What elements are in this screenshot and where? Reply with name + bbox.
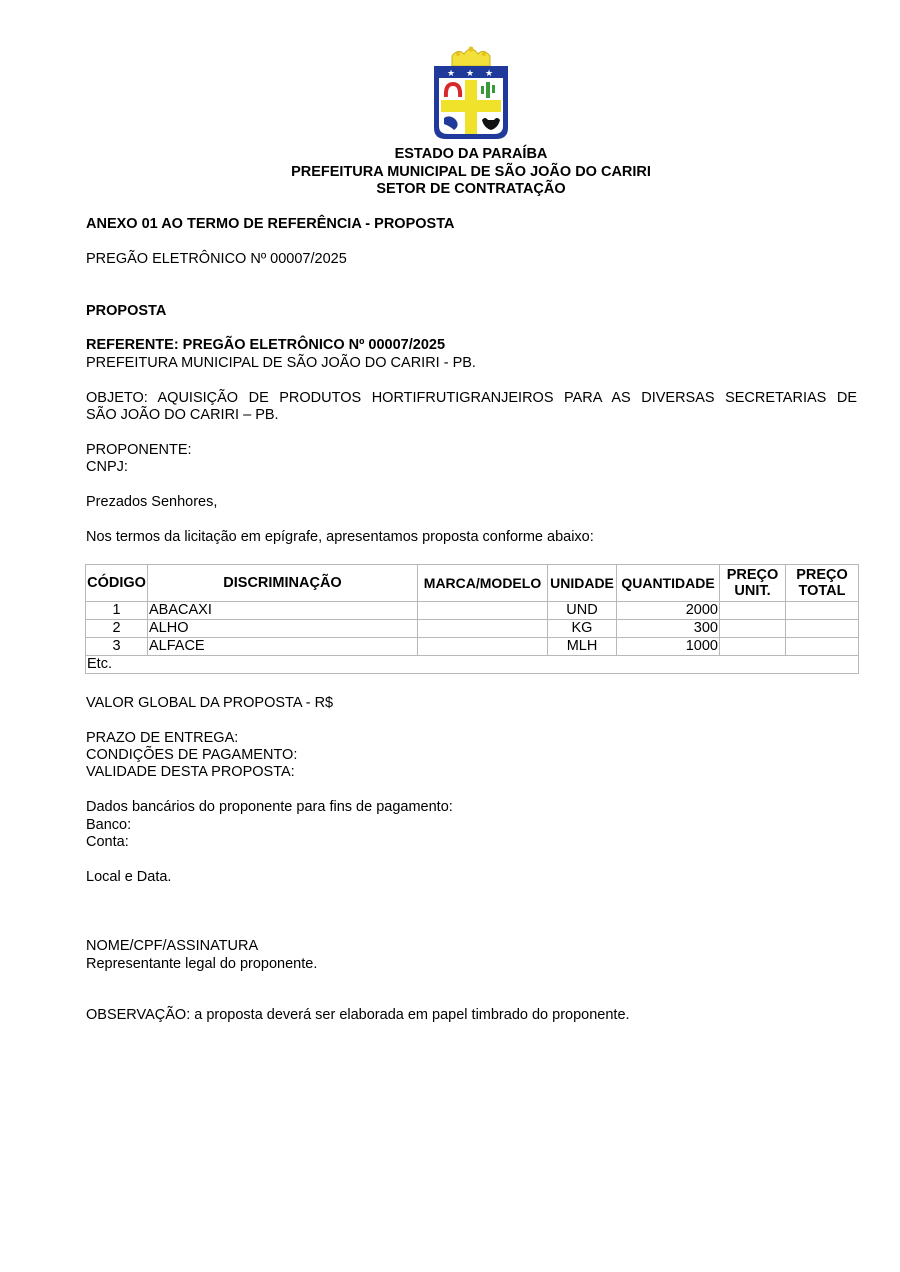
col-header-total-price-line2: TOTAL	[798, 583, 846, 599]
proponent-label: PROPONENTE:	[86, 442, 192, 458]
col-header-brand: MARCA/MODELO	[418, 565, 548, 602]
cell-unit-price	[720, 602, 786, 620]
table-row	[86, 602, 859, 620]
cell-code: 2	[86, 620, 148, 638]
table-footer-row	[86, 656, 859, 674]
svg-text:★: ★	[447, 69, 456, 79]
cell-brand	[418, 620, 548, 638]
cnpj-label: CNPJ:	[86, 459, 128, 475]
col-header-unit-price	[720, 565, 786, 602]
annex-title: ANEXO 01 AO TERMO DE REFERÊNCIA - PROPOSTA	[86, 216, 455, 232]
cell-unit: KG	[548, 620, 617, 638]
col-header-quantity: QUANTIDADE	[617, 565, 720, 602]
object-line-2: SÃO JOÃO DO CARIRI – PB.	[86, 407, 279, 423]
greeting: Prezados Senhores,	[86, 494, 218, 510]
bank-intro: Dados bancários do proponente para fins de pagamento:	[86, 799, 453, 815]
delivery-term: PRAZO DE ENTREGA:	[86, 730, 239, 746]
reference-entity: PREFEITURA MUNICIPAL DE SÃO JOÃO DO CARIRI - PB.	[86, 355, 476, 371]
col-header-unit-price-line2: UNIT.	[734, 583, 771, 599]
header-municipality: PREFEITURA MUNICIPAL DE SÃO JOÃO DO CARIRI	[291, 164, 651, 180]
bank-label: Banco:	[86, 817, 132, 833]
col-header-unit: UNIDADE	[548, 565, 617, 602]
col-header-unit-price-line1: PREÇO	[726, 567, 779, 583]
cell-quantity: 2000	[617, 602, 720, 620]
place-date: Local e Data.	[86, 869, 172, 885]
col-header-total-price	[786, 565, 859, 602]
object-line-1: OBJETO: AQUISIÇÃO DE PRODUTOS HORTIFRUTIGRANJEIROS PARA AS DIVERSAS SECRETARIAS DE	[86, 390, 857, 406]
cell-quantity: 1000	[617, 638, 720, 656]
cell-description: ALFACE	[148, 638, 418, 656]
col-header-total-price-line1: PREÇO	[796, 567, 848, 583]
svg-text:★: ★	[466, 69, 475, 79]
cell-total	[786, 638, 859, 656]
header-state: ESTADO DA PARAÍBA	[394, 146, 548, 162]
cell-quantity: 300	[617, 620, 720, 638]
cell-description: ALHO	[148, 620, 418, 638]
cell-brand	[418, 602, 548, 620]
table-footer-etc: Etc.	[86, 656, 859, 674]
signature-line: NOME/CPF/ASSINATURA	[86, 938, 259, 954]
global-value: VALOR GLOBAL DA PROPOSTA - R$	[86, 695, 334, 711]
cell-total	[786, 620, 859, 638]
header-sector: SETOR DE CONTRATAÇÃO	[376, 181, 566, 197]
cell-code: 3	[86, 638, 148, 656]
cell-code: 1	[86, 602, 148, 620]
cell-total	[786, 602, 859, 620]
table-row	[86, 620, 859, 638]
account-label: Conta:	[86, 834, 129, 850]
col-header-code: CÓDIGO	[86, 565, 148, 602]
svg-text:★: ★	[485, 69, 494, 79]
cell-unit: MLH	[548, 638, 617, 656]
cell-description: ABACAXI	[148, 602, 418, 620]
proposal-validity: VALIDADE DESTA PROPOSTA:	[86, 764, 295, 780]
cell-unit: UND	[548, 602, 617, 620]
cell-unit-price	[720, 620, 786, 638]
proposal-table	[85, 564, 859, 674]
table-header-row	[86, 565, 859, 602]
table-row	[86, 638, 859, 656]
cell-unit-price	[720, 638, 786, 656]
process-number: PREGÃO ELETRÔNICO Nº 00007/2025	[86, 251, 347, 267]
observation-note: OBSERVAÇÃO: a proposta deverá ser elaborada em papel timbrado do proponente.	[86, 1007, 630, 1023]
cell-brand	[418, 638, 548, 656]
col-header-description: DISCRIMINAÇÃO	[148, 565, 418, 602]
reference-title: REFERENTE: PREGÃO ELETRÔNICO Nº 00007/2025	[86, 337, 446, 353]
intro-text: Nos termos da licitação em epígrafe, apresentamos proposta conforme abaixo:	[86, 529, 594, 545]
section-title: PROPOSTA	[86, 303, 167, 319]
payment-conditions: CONDIÇÕES DE PAGAMENTO:	[86, 747, 298, 763]
signature-role: Representante legal do proponente.	[86, 956, 318, 972]
coat-of-arms-icon	[430, 44, 512, 144]
